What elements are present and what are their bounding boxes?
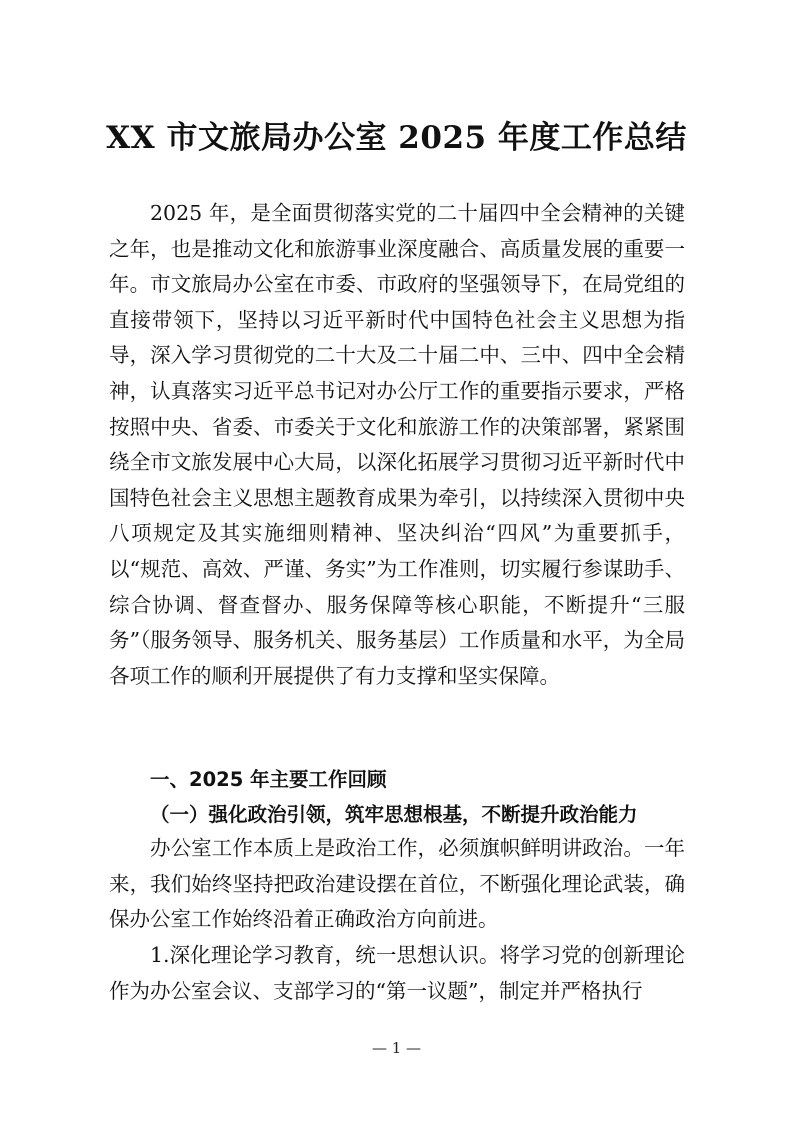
section-heading: 一、2025 年主要工作回顾 [150,768,387,791]
document-title: XX 市文旅局办公室 2025 年度工作总结 [106,120,687,156]
subsection-heading: （一）强化政治引领，筑牢思想根基，不断提升政治能力 [150,803,638,826]
intro-paragraph: 2025 年，是全面贯彻落实党的二十届四中全会精神的关键之年，也是推动文化和旅游事业深度融合、高质量发展的重要一年。市文旅局办公室在市委、市政府的坚强领导下，在局党组的直接带领下，坚持以习近平新时代中国特色社会主义思想为指导，深入学习贯彻党的二十大及二十届二中、三中、四中全会精神，认真落实习近平总书记对办公厅工作的重要指示要求，严格按照中央、省委、市委关于文化和旅游工作的决策部署，紧紧围绕全市文旅发展中心大局，以深化拓展学习贯彻习近平新时代中国特色社会主义思想主题教育成果为牵引，以持续深入贯彻中央八项规定及其实施细则精神、坚决纠治“四风”为重要抓手，以“规范、高效、严谨、务实”为工作准则，切实履行参谋助手、综合协调、督查督办、服务保障等核心职能，不断提升“三服务”（服务领导、服务机关、服务基层）工作质量和水平，为全局各项工作的顺利开展提供了有力支撑和坚实保障。 [109,201,685,688]
item-paragraph: 1.深化理论学习教育，统一思想认识。将学习党的创新理论作为办公室会议、支部学习的“第一议题”，制定并严格执行 [109,943,685,1003]
page-number: — 1 — [371,1039,422,1057]
subsection-paragraph: 办公室工作本质上是政治工作，必须旗帜鲜明讲政治。一年来，我们始终坚持把政治建设摆在首位，不断强化理论武装，确保办公室工作始终沿着正确政治方向前进。 [109,836,685,932]
